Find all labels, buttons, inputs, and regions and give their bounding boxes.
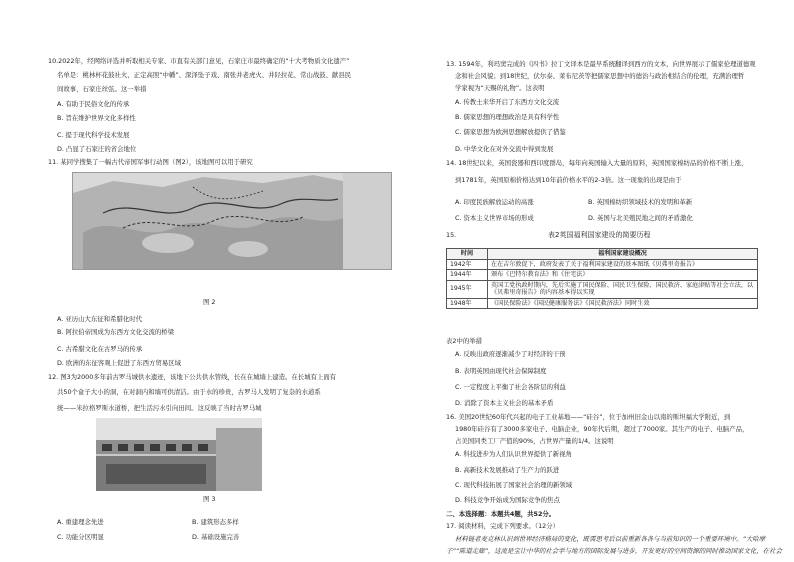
q11-option-b[interactable]: B. 阿拉伯帝国成为东西方文化交流的桥梁 [57,328,175,336]
q16-line3: 占美国同类工厂产值的90%，占世界产量的1/4。这说明 [455,437,614,445]
q17-material-line2: 子”“陈道走廊”，这流是宝让中华的社会学与地方的国际发展与进步，开发更好的空间资源的同时推动国家文化，在社会 [446,547,782,555]
q12-option-c[interactable]: C. 功能分区明显 [57,533,104,541]
q10-option-d[interactable]: D. 凸显了石家庄的省会地位 [57,145,137,153]
table-row [447,270,758,281]
q10-option-c[interactable]: C. 提于现代科学技术发展 [57,131,130,139]
q12-option-b[interactable]: B. 建筑形态多样 [192,518,239,526]
table-row [447,298,758,309]
q17-stem: 17. 阅读材料，完成下列要求。（12分） [446,522,559,530]
q13-option-a[interactable]: A. 传教士来华开启了东西方文化交流 [455,98,560,106]
table-cell-desc: 英国工党执政时期内，先后实施了国民保险、国民卫生保险、国民救济、家庭津贴等社会立法，以《贝弗里奇报告》的内容基本得以实现 [488,280,758,298]
q14-line2: 到1781年，英国原棉价格达到10年前价格水平的2-3倍。这一现象的出现是由于 [455,176,682,184]
q16-line2: 1980年硅谷有了3000多家电子、电脑企业，90年代后期，超过了7000家。其生产的电子、电脑产品， [455,425,749,433]
figure-3-photo [96,418,262,491]
q16-option-b[interactable]: B. 高新技术发展推动了生产力的跃进 [455,466,560,474]
q10-line2: 名单是：桃林杯花鼓社火、正定高照“中幡”、深泽坠子戏、南张井老虎火、井陉拉花、常山战鼓、献县民 [57,71,352,79]
q10-option-a[interactable]: A. 有助于民俗文化的传承 [57,100,130,108]
q15-number: 15. [446,231,457,239]
q13-line2: 念和社会风貌；到18世纪，伏尔泰、莱布尼茨等把儒家思想中的德治与政治相结合的伦理，充满治理哲 [455,72,745,80]
q13-option-d[interactable]: D. 中华文化在对外交流中得到发展 [455,145,554,153]
table-cell-desc: 在在吉尔敦促下，政府发表了关于福利国家建设的基本图纸《贝弗里奇报告》 [488,259,758,270]
table-cell-desc: 颁布《巴特尔教育法》和《住宅法》 [488,270,758,281]
q15-option-c[interactable]: C. 一定程度上平衡了社会各阶层的利益 [455,383,566,391]
q16-option-c[interactable]: C. 现代科技拓展了国家社会治理的新领域 [455,481,573,489]
q17-material-line1: 材料链者麦克林认识到世界经济格局的变化，既需思考后以前重新各各与当前知识的一个重要环境中。“大哈摩 [455,535,766,543]
q14-line1: 14. 18世纪以来，英国瓷器和西印度群岛，每年向英国输入大量的原料，英国国家棉纺品的价格不断上涨， [446,159,748,167]
table-row [447,280,758,298]
q11-option-c[interactable]: C. 古希腊文化在古罗马的传承 [57,345,143,353]
q16-line1: 16. 美国20世纪60年代兴起的电子工业基地——“硅谷”，位于加州旧金山以南的斯坦福大学附近，到 [446,413,731,421]
q10-option-b[interactable]: B. 旨在维护世界文化多样性 [57,114,136,122]
q12-line2: 共50个盒子大小的洞，在对洞内和墙可供清洁。由于水的珍贵，古罗马人发明了复杂的水道系 [57,388,321,396]
q13-option-b[interactable]: B. 儒家思想的理想政治是具有科学性 [455,113,560,121]
figure-3-label: 图 3 [203,495,216,503]
figure-2-map [72,172,392,270]
q15-option-a[interactable]: A. 反映出政府逐渐减少了对经济的干预 [455,350,566,358]
table-header-time: 时间 [447,249,488,260]
q11-stem: 11. 某同学搜集了一幅古代帝国军事行动图（图2），该地图可以用于研究 [48,158,253,166]
ruin-graphic [96,418,262,491]
q15-option-d[interactable]: D. 消除了资本主义社会的基本矛盾 [455,399,554,407]
part-2-heading: 二、本选择题：本题共4题，共52分。 [446,510,556,518]
map-graphic [73,173,343,269]
q13-line1: 13. 1594年，利玛窦完成的《四书》拉丁文译本是最早系统翻译到西方的文本，向世界展示了儒家伦理道德观 [446,60,756,68]
table-row [447,259,758,270]
q14-option-d[interactable]: D. 英国与北美殖民地之间的矛盾激化 [588,214,693,222]
table-cell-year: 1948年 [447,298,488,309]
q11-option-d[interactable]: D. 欧洲的东征客观上促进了东西方贸易区域 [57,359,182,367]
q14-option-c[interactable]: C. 资本主义世界市场的形成 [455,214,534,222]
q14-option-a[interactable]: A. 印度民族解放运动的高涨 [455,198,534,206]
table-cell-year: 1944年 [447,270,488,281]
table-2-caption: 表2英国福利国家建设的简要历程 [548,231,651,239]
q16-option-d[interactable]: D. 科技竞争开始成为国际竞争的焦点 [455,496,560,504]
table-header-row [447,249,758,260]
table-2 [446,248,758,309]
q12-option-d[interactable]: D. 基础设施完善 [192,533,240,541]
figure-2-label: 图 2 [203,298,216,306]
q14-option-b[interactable]: B. 英国棉纺织领域技术的发明和革新 [588,198,693,206]
q12-line1: 12. 图3为2000多年前古罗马城供水遗迹，该地下公共供水管线，长在在城墙上建造。在长城有上面有 [48,373,337,381]
q11-option-a[interactable]: A. 亚历山大东征和希腊化时代 [57,315,143,323]
table-header-overview: 福利国家建设概况 [488,249,758,260]
q13-option-c[interactable]: C. 儒家思想为欧洲思想解放提供了借鉴 [455,128,566,136]
q10-line3: 间故事，石家庄丝弦。这一举措 [57,85,147,93]
q13-line3: 学家视为“天赐的礼物”。这表明 [455,84,545,92]
q12-line3: 统——米拉格罗斯水道桥，把生活污水引向田间。这反映了当时古罗马城 [57,404,262,412]
table-cell-year: 1945年 [447,280,488,298]
q12-option-a[interactable]: A. 重建理念先进 [57,518,104,526]
table-cell-year: 1942年 [447,259,488,270]
q15-stem: 表2中的举措 [446,337,483,345]
q10-line1: 10.2022年，经网络评选并听取相关专家、市直有关部门意见，石家庄市最终确定的“十大考物质文化遗产” [48,57,350,65]
table-cell-desc: 《国民保险法》《国民健康服务法》《国民救济法》同时生效 [488,298,758,309]
q15-option-b[interactable]: B. 表明英国由现代社会保障制度 [455,367,547,375]
q16-option-a[interactable]: A. 科技进步为人们认识世界提供了新视角 [455,450,572,458]
